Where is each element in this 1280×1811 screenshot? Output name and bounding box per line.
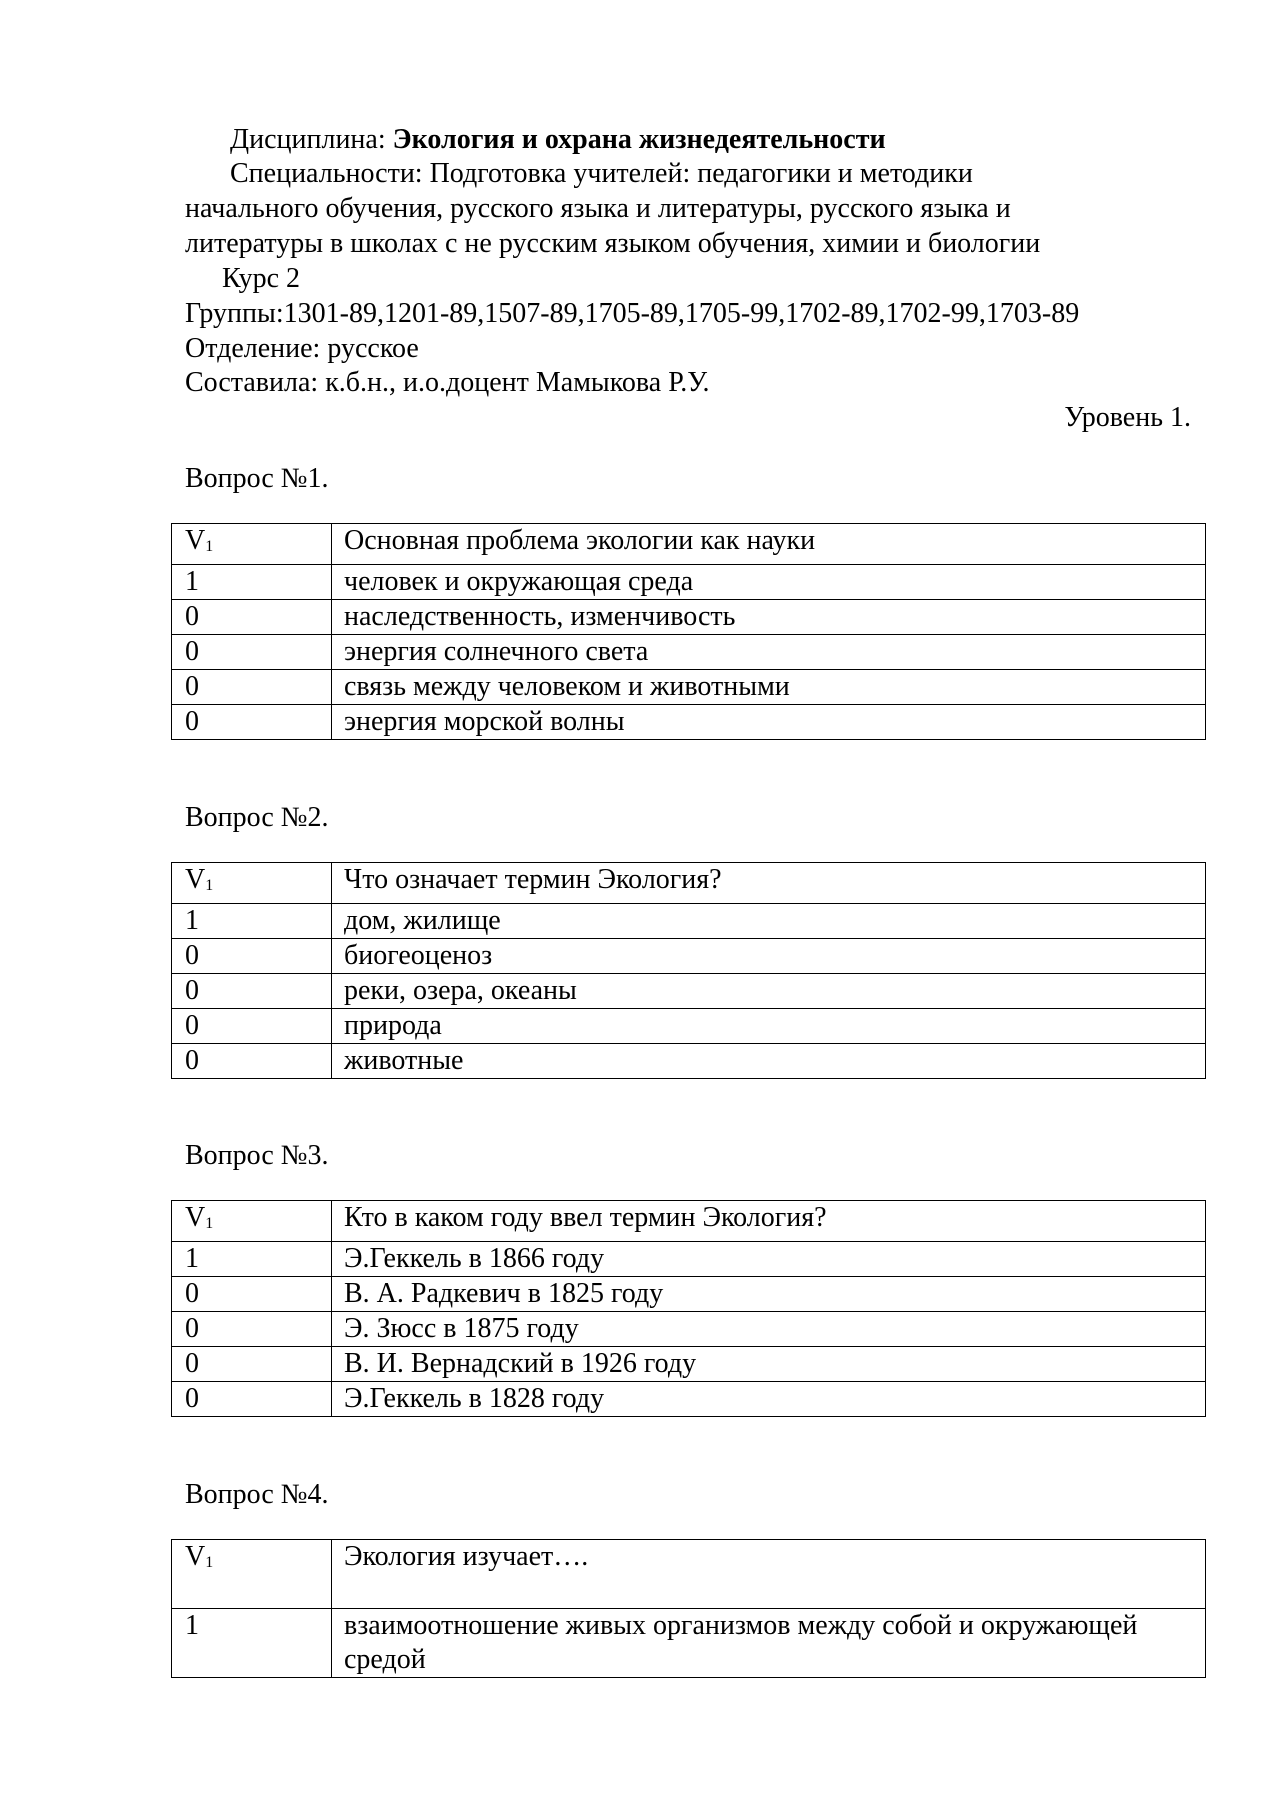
table-row — [172, 1009, 1206, 1044]
table-row — [172, 565, 1206, 600]
question-1-table — [171, 523, 1206, 740]
answer-text: связь между человеком и животными — [332, 670, 1206, 705]
answer-score: 0 — [172, 1312, 332, 1347]
answer-text: энергия морской волны — [332, 705, 1206, 740]
answer-text: дом, жилище — [332, 904, 1206, 939]
discipline-label: Дисциплина: — [230, 124, 393, 155]
groups-line: Группы:1301-89,1201-89,1507-89,1705-89,1705-99,1702-89,1702-99,1703-89 — [185, 298, 1080, 329]
table-row — [172, 1540, 1206, 1609]
question-3-table — [171, 1200, 1206, 1417]
answer-score: 1 — [172, 904, 332, 939]
v-label-cell: $V_1$ — [172, 524, 332, 565]
answer-text: биогеоценоз — [332, 939, 1206, 974]
table-row — [172, 1382, 1206, 1417]
level-line: Уровень 1. — [1064, 402, 1191, 433]
table-row — [172, 863, 1206, 904]
discipline-line — [230, 123, 886, 157]
table-row — [172, 600, 1206, 635]
answer-score: 0 — [172, 939, 332, 974]
answer-text: Э.Геккель в 1828 году — [332, 1382, 1206, 1417]
table-row — [172, 1044, 1206, 1079]
table-row — [172, 705, 1206, 740]
author-line: Составила: к.б.н., и.о.доцент Мамыкова Р.У. — [185, 367, 710, 398]
answer-score: 1 — [172, 565, 332, 600]
table-row — [172, 939, 1206, 974]
answer-text: В. И. Вернадский в 1926 году — [332, 1347, 1206, 1382]
table-row — [172, 904, 1206, 939]
question-1-title: Вопрос №1. — [185, 463, 329, 494]
table-row — [172, 1201, 1206, 1242]
v-label-cell: $V_1$ — [172, 1540, 332, 1609]
table-row — [172, 974, 1206, 1009]
answer-score: 0 — [172, 1009, 332, 1044]
table-row — [172, 1277, 1206, 1312]
table-row — [172, 1609, 1206, 1678]
answer-text: животные — [332, 1044, 1206, 1079]
specialty-line-1: Специальности: Подготовка учителей: педагогики и методики — [230, 158, 973, 189]
answer-text: человек и окружающая среда — [332, 565, 1206, 600]
answer-text: наследственность, изменчивость — [332, 600, 1206, 635]
answer-score: 0 — [172, 1277, 332, 1312]
answer-text: Э.Геккель в 1866 году — [332, 1242, 1206, 1277]
answer-text: природа — [332, 1009, 1206, 1044]
table-row — [172, 1312, 1206, 1347]
v-label-cell: $V_1$ — [172, 863, 332, 904]
answer-text: В. А. Радкевич в 1825 году — [332, 1277, 1206, 1312]
answer-score: 0 — [172, 1347, 332, 1382]
answer-score: 1 — [172, 1242, 332, 1277]
specialty-line-2: начального обучения, русского языка и литературы, русского языка и — [185, 193, 1011, 224]
table-row — [172, 635, 1206, 670]
table-row — [172, 1347, 1206, 1382]
answer-score: 0 — [172, 635, 332, 670]
answer-text: взаимоотношение живых организмов между собой и окружающей средой — [332, 1609, 1206, 1678]
answer-text: реки, озера, океаны — [332, 974, 1206, 1009]
answer-score: 0 — [172, 974, 332, 1009]
answer-score: 1 — [172, 1609, 332, 1678]
answer-score: 0 — [172, 705, 332, 740]
question-2-table — [171, 862, 1206, 1079]
course-line: Курс 2 — [222, 263, 300, 294]
question-4-title: Вопрос №4. — [185, 1479, 329, 1510]
table-row — [172, 524, 1206, 565]
specialty-line-3: литературы в школах с не русским языком обучения, химии и биологии — [185, 228, 1041, 259]
answer-score: 0 — [172, 670, 332, 705]
answer-text: энергия солнечного света — [332, 635, 1206, 670]
question-prompt: Что означает термин Экология? — [332, 863, 1206, 904]
v-label-cell: $V_1$ — [172, 1201, 332, 1242]
question-2-title: Вопрос №2. — [185, 802, 329, 833]
discipline-value: Экология и охрана жизнедеятельности — [392, 124, 886, 155]
question-prompt: Основная проблема экологии как науки — [332, 524, 1206, 565]
question-4-table — [171, 1539, 1206, 1678]
table-row — [172, 1242, 1206, 1277]
department-line: Отделение: русское — [185, 333, 419, 364]
question-prompt: Экология изучает…. — [332, 1540, 1206, 1609]
table-row — [172, 670, 1206, 705]
answer-score: 0 — [172, 1044, 332, 1079]
question-prompt: Кто в каком году ввел термин Экология? — [332, 1201, 1206, 1242]
answer-score: 0 — [172, 600, 332, 635]
answer-text: Э. Зюсс в 1875 году — [332, 1312, 1206, 1347]
question-3-title: Вопрос №3. — [185, 1140, 329, 1171]
answer-score: 0 — [172, 1382, 332, 1417]
